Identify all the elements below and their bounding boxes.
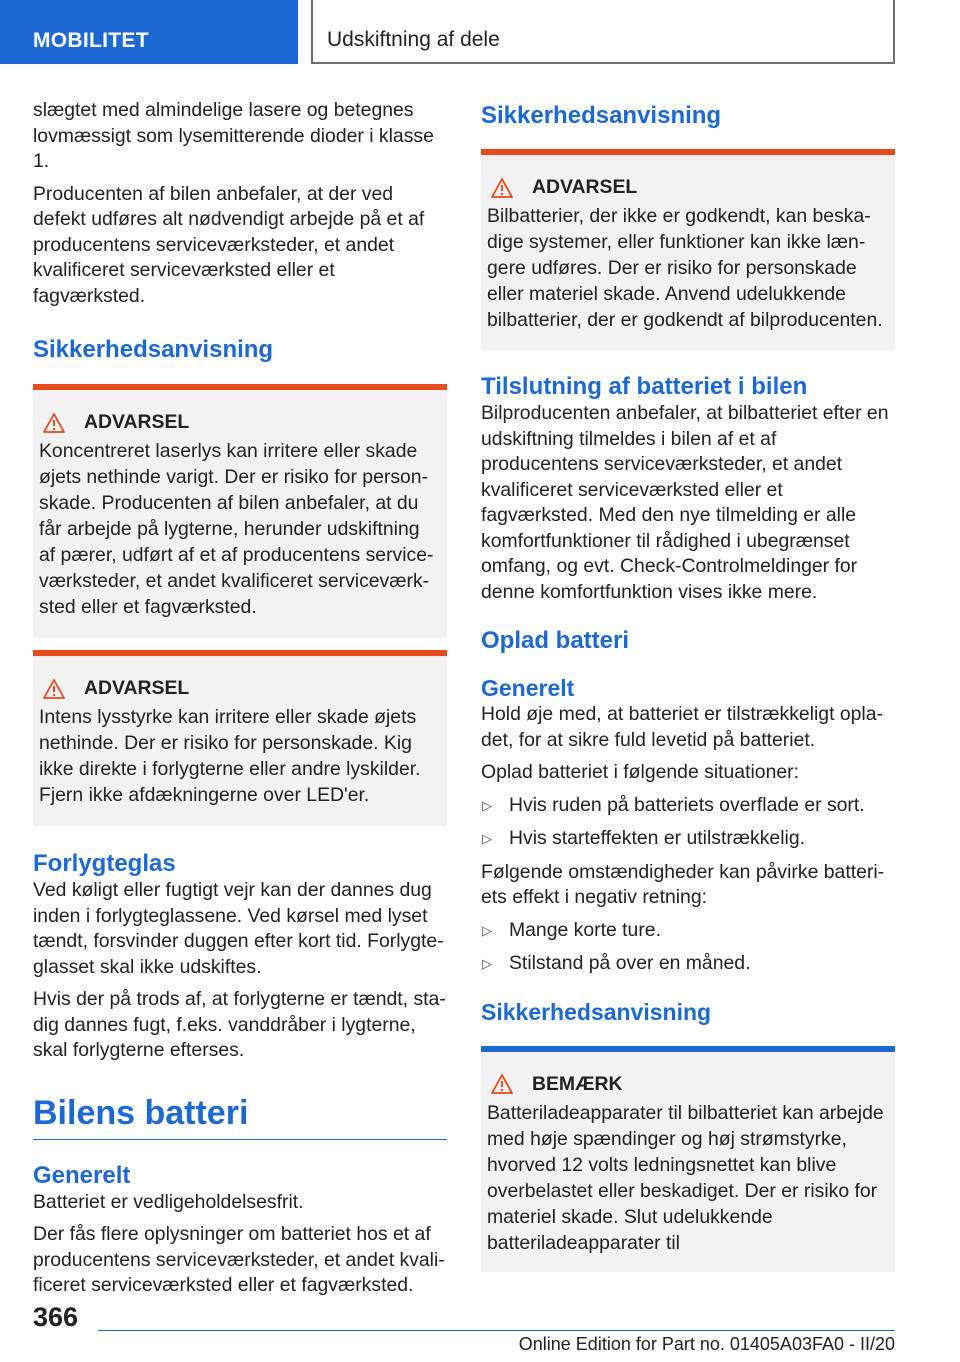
warning-title: ADVARSEL bbox=[84, 411, 190, 433]
bullet-list bbox=[481, 918, 895, 977]
note-title: BEMÆRK bbox=[532, 1072, 623, 1095]
warning-title: ADVARSEL bbox=[84, 677, 190, 699]
warning-title: ADVARSEL bbox=[532, 176, 638, 198]
paragraph: slægtet med almindelige lasere og betegnes lovmæssigt som lysemitterende dioder i klasse 1. bbox=[33, 99, 434, 172]
warning-box bbox=[481, 149, 895, 351]
paragraph: Hvis der på trods af, at forlygterne er tændt, stadig dannes fugt, f.eks. vanddråber i lygterne, skal forlygterne efterses. bbox=[33, 988, 446, 1061]
list-item bbox=[481, 793, 895, 819]
list-item-text: Stilstand på over en måned. bbox=[509, 952, 751, 974]
triangle-bullet-icon: ▷ bbox=[482, 956, 492, 971]
paragraph: Ved køligt eller fugtigt vejr kan der dannes dug inden i forlygteglassene. Ved kørsel med lyset tændt, forsvinder duggen efter kort tid. Forlygteglasset skal ikke udskiftes. bbox=[33, 879, 444, 978]
triangle-bullet-icon: ▷ bbox=[482, 831, 492, 846]
triangle-bullet-icon: ▷ bbox=[482, 922, 492, 938]
section-heading: Oplad batteri bbox=[481, 627, 630, 654]
right-column bbox=[481, 98, 895, 1272]
list-item bbox=[481, 826, 895, 852]
warning-text: Koncentreret laserlys kan irritere eller skade øjets nethinde varigt. Der er risiko for personskade. Producenten af bilen anbefaler, at du får arbejde på lygterne, herunder udskiftning af pærer, udført af et af producentens serviceværksteder, et andet kvalificeret serviceværksted eller et fagværksted. bbox=[39, 440, 434, 618]
section-heading: Sikkerhedsanvisning bbox=[33, 336, 274, 363]
warning-text: Intens lysstyrke kan irritere eller skade øjets nethinde. Der er risiko for personskade. Kig ikke direkte i forlygterne eller andre lyskilder. Fjern ikke afdækningerne over LED'er. bbox=[39, 706, 421, 806]
warning-triangle-icon bbox=[491, 1074, 513, 1094]
warning-triangle-icon bbox=[43, 413, 65, 433]
list-item bbox=[481, 951, 895, 977]
list-item-text: Mange korte ture. bbox=[509, 918, 661, 941]
footer-edition: Online Edition for Part no. 01405A03FA0 - II/20 bbox=[518, 1334, 895, 1354]
warning-triangle-icon bbox=[491, 178, 513, 198]
paragraph: Oplad batteriet i følgende situationer: bbox=[481, 761, 799, 783]
paragraph: Hold øje med, at batteriet er tilstrækkeligt opladet, for at sikre fuld levetid på batteriet. bbox=[481, 703, 883, 751]
paragraph: Følgende omstændigheder kan påvirke batteriets effekt i negativ retning: bbox=[481, 860, 885, 908]
list-item-text: Hvis ruden på batteriets overflade er sort. bbox=[509, 793, 865, 816]
warning-box bbox=[33, 650, 447, 826]
subsection-heading: Sikkerhedsanvisning bbox=[481, 998, 712, 1025]
note-title-row bbox=[487, 1073, 889, 1096]
section-heading: Tilslutning af batteriet i bilen bbox=[481, 373, 808, 400]
note-box bbox=[481, 1046, 895, 1272]
section-heading: Forlygteglas bbox=[33, 850, 176, 877]
paragraph: Producenten af bilen anbefaler, at der ved defekt udføres alt nødvendigt arbejde på et af producentens serviceværksteder, et andet kvalificeret serviceværksted eller et fagværksted. bbox=[33, 182, 425, 307]
list-item bbox=[481, 918, 895, 944]
warning-title-row bbox=[487, 176, 889, 199]
triangle-bullet-icon: ▷ bbox=[482, 797, 492, 813]
warning-triangle-icon bbox=[43, 679, 65, 699]
section-heading: Generelt bbox=[33, 1161, 131, 1189]
chapter-title: Udskiftning af dele bbox=[311, 0, 895, 64]
subsection-heading: Generelt bbox=[481, 675, 575, 701]
warning-title-row bbox=[39, 677, 441, 700]
section-heading: Sikkerhedsanvisning bbox=[481, 102, 722, 129]
section-tab: MOBILITET bbox=[0, 0, 298, 64]
heading-rule bbox=[33, 1139, 447, 1140]
warning-text: Bilbatterier, der ikke er godkendt, kan beskadige systemer, eller funktioner kan ikke længere udføres. Der er risiko for personskade eller materiel skade. Anvend udelukkende bilbatterier, der er godkendt af bilproducenten. bbox=[487, 205, 883, 331]
paragraph: Der fås flere oplysninger om batteriet hos et af producentens serviceværksteder, et andet kvalificeret serviceværksted eller et fagværksted. bbox=[33, 1223, 445, 1296]
chapter-heading: Bilens batteri bbox=[33, 1093, 249, 1132]
paragraph: Batteriet er vedligeholdelsesfrit. bbox=[33, 1190, 304, 1213]
bullet-list bbox=[481, 793, 895, 852]
list-item-text: Hvis starteffekten er utilstrækkelig. bbox=[509, 827, 805, 849]
footer-rule bbox=[98, 1330, 895, 1331]
paragraph: Bilproducenten anbefaler, at bilbatteriet efter en udskiftning tilmeldes i bilen af et af producentens serviceværksteder, et andet kvalificeret serviceværksted eller et fagværksted. Med den nye tilmelding er alle komfortfunktioner til rådighed i ubegrænset omfang, og evt. Check-Controlmeldinger for denne komfortfunktion vises ikke mere. bbox=[481, 402, 889, 603]
warning-box bbox=[33, 384, 447, 638]
note-text: Batteriladeapparater til bilbatteriet kan arbejde med høje spændinger og høj strømstyrke, hvorved 12 volts ledningsnettet kan blive overbelastet eller beskadiget. Der er risiko for materiel skade. Slut udelukkende batteriladeapparater til bbox=[487, 1101, 884, 1254]
left-column bbox=[33, 98, 447, 1306]
warning-title-row bbox=[39, 411, 441, 434]
page-number: 366 bbox=[33, 1302, 79, 1332]
